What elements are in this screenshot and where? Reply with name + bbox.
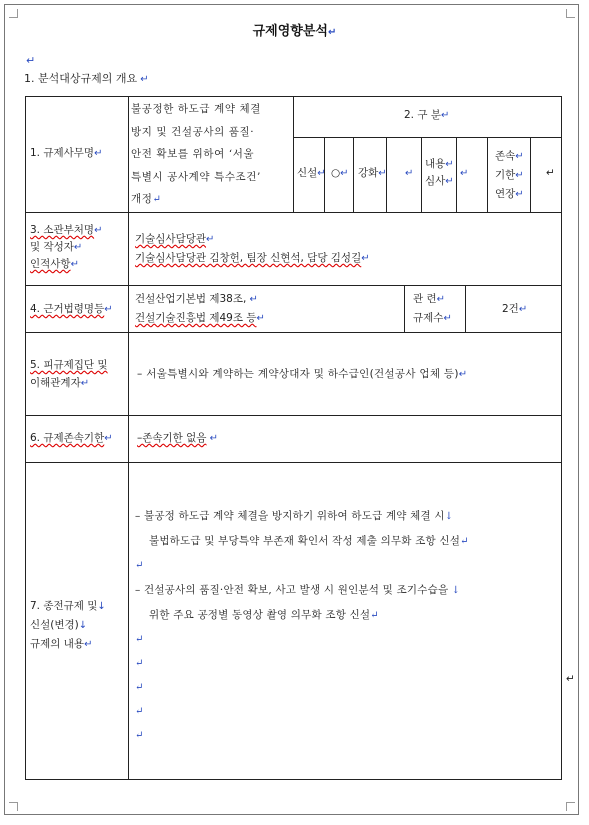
paragraph-mark: ↵ [566, 673, 575, 685]
regulation-content: – 불공정 하도급 계약 체결을 방지하기 위하여 하도급 계약 체결 시↓ 불법하도급 및 부당특약 부존재 확인서 작성 제출 의무화 조항 신설↵ ↵ – 건설공사의 품질·안전 확보, 사고 발생 시 원인분석 및 조기수습을 ↓ 위한 주요 공정별 동영상 촬영 의무화 조항 신설↵ ↵ ↵ ↵ ↵ ↵ [135, 510, 469, 741]
row4-label: 4. 근거법령명등↵ [30, 303, 113, 315]
cell-divider [487, 137, 488, 212]
department-contact: 기술심사담당관↵ 기술심사담당관 김창헌, 팀장 신현석, 담당 김성길↵ [135, 233, 370, 264]
classification-header: 2. 구 분↵ [404, 109, 450, 121]
paragraph-mark: ↵ [546, 167, 555, 179]
row-divider [25, 415, 562, 416]
cell-divider [404, 285, 405, 332]
label-column-divider [128, 96, 129, 780]
option-new: 신설↵ [297, 167, 326, 179]
regulated-parties: – 서울특별시와 계약하는 계약상대자 및 하수급인(건설공사 업체 등)↵ [137, 368, 468, 380]
option-strengthen: 강화↵ [358, 167, 387, 179]
section-heading: 1. 분석대상규제의 개요 ↵ [24, 72, 149, 85]
row6-label: 6. 규제존속기한↵ [30, 432, 113, 444]
cell-divider [293, 137, 562, 138]
row5-label: 5. 피규제집단 및 이해관계자↵ [30, 359, 108, 389]
cell-divider [293, 96, 294, 212]
document-title: 규제영향분석↵ [252, 24, 337, 39]
corner-mark [9, 802, 18, 811]
corner-mark [566, 802, 575, 811]
cell-divider [456, 137, 457, 212]
row-divider [25, 332, 562, 333]
cell-divider [421, 137, 422, 212]
cell-divider [465, 285, 466, 332]
row-divider [25, 212, 562, 213]
option-extend-deadline: 존속↵ 기한↵ 연장↵ [495, 150, 524, 200]
option-strengthen-mark: ↵ [405, 168, 414, 179]
regulation-name: 불공정한 하도급 계약 체결 방지 및 건설공사의 품질· 안전 확보를 위하여 ‘서울 특별시 공사계약 특수조건’ 개정↵ [131, 103, 261, 205]
related-regulations-label: 관 련↵ 규제수↵ [413, 293, 452, 324]
option-new-mark: ○↵ [331, 167, 349, 179]
legal-basis: 건설산업기본법 제38조, ↵ 건설기술진흥법 제49조 등↵ [135, 293, 265, 324]
related-regulations-count: 2건↵ [502, 303, 528, 315]
paragraph-mark: ↵ [26, 54, 36, 67]
corner-mark [9, 9, 18, 18]
row1-label: 1. 규제사무명↵ [30, 147, 103, 159]
option-content-review-mark: ↵ [460, 168, 469, 179]
cell-divider [530, 137, 531, 212]
row7-label: 7. 종전규제 및↓ 신설(변경)↓ 규제의 내용↵ [30, 600, 106, 650]
row-divider [25, 285, 562, 286]
row-divider [25, 462, 562, 463]
option-content-review: 내용↵ 심사↵ [425, 158, 454, 187]
regulation-expiry: –존속기한 없음 ↵ [137, 432, 219, 444]
corner-mark [566, 9, 575, 18]
cell-divider [353, 137, 354, 212]
row3-label: 3. 소관부처명↵ 및 작성자↵ 인적사항↵ [30, 224, 103, 270]
